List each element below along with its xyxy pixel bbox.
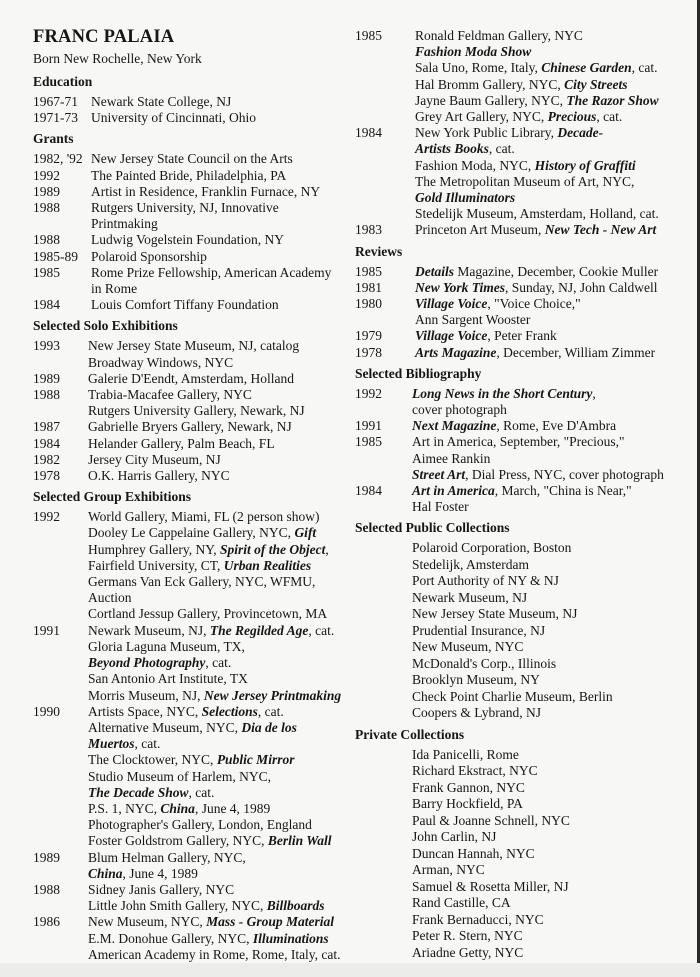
entry	[33, 151, 351, 167]
entry-text	[91, 232, 351, 248]
entry-line: Stedelijk, Amsterdam	[412, 556, 529, 572]
entry-line: Next Magazine, Rome, Eve D'Ambra	[412, 418, 617, 434]
entry-text	[412, 483, 685, 515]
section-heading: Selected Public Collections	[355, 520, 510, 536]
entry-year: 1987	[33, 419, 60, 435]
entry-text	[412, 418, 685, 434]
entry-line: Ann Sargent Wooster	[415, 312, 531, 328]
entry-line: Fairfield University, CT, Urban Realities	[88, 557, 312, 573]
entry-text	[415, 280, 685, 296]
entry-line: Arman, NYC	[412, 862, 485, 878]
scan-bottom-margin	[0, 963, 700, 977]
entry	[33, 249, 351, 265]
entry-year: 1988	[33, 387, 60, 403]
entry-line: Rutgers University, NJ, Innovative	[91, 200, 279, 216]
section-heading: Selected Solo Exhibitions	[33, 318, 178, 334]
entry-line: Newark Museum, NJ, The Regilded Age, cat.	[88, 622, 335, 638]
entry-year: 1978	[33, 468, 60, 484]
entry-line: Rome Prize Fellowship, American Academy	[91, 264, 332, 280]
entry-year: 1992	[33, 167, 60, 183]
entry-year: 1988	[33, 200, 60, 216]
entry-line: Village Voice, "Voice Choice,"	[415, 296, 581, 312]
section-private-collections	[355, 725, 685, 962]
section-selected-solo-exhibitions	[33, 316, 351, 484]
entry-line: Broadway Windows, NYC	[88, 354, 234, 370]
entry-year: 1979	[355, 328, 382, 344]
entry-line: Morris Museum, NJ, New Jersey Printmaking	[88, 687, 342, 703]
section-selected-bibliography	[355, 364, 685, 516]
entry	[33, 704, 351, 850]
entry-line: Hal Foster	[412, 499, 469, 515]
entry-line: Fashion Moda Show	[415, 44, 532, 60]
entry-text	[91, 249, 351, 265]
entry-line: Check Point Charlie Museum, Berlin	[412, 688, 613, 704]
entry-year: 1985	[355, 28, 382, 43]
entry-text	[88, 387, 351, 419]
entry-year: 1990	[33, 703, 60, 719]
entry-line: Duncan Hannah, NYC	[412, 845, 535, 861]
section-selected-group-exhibitions	[33, 487, 351, 963]
entry-line: New York Times, Sunday, NJ, John Caldwell	[415, 279, 658, 295]
entry	[355, 747, 685, 962]
entry-line: Sidney Janis Gallery, NYC	[88, 881, 235, 897]
entry-text	[91, 200, 351, 232]
artist-name: FRANC PALAIA	[33, 27, 175, 47]
entry-line: Little John Smith Gallery, NYC, Billboards	[88, 898, 325, 914]
entry	[355, 540, 685, 722]
entry-line: Peter R. Stern, NYC	[412, 928, 523, 944]
entry-text	[415, 125, 685, 222]
entry-year: 1967-71	[33, 94, 78, 109]
entry-text	[88, 436, 351, 452]
entry-year: 1985	[355, 263, 382, 279]
entry-text	[412, 540, 685, 722]
entry-line: Grey Art Gallery, NYC, Precious, cat.	[415, 109, 623, 125]
entry-line: Cortland Jessup Gallery, Provincetown, MA	[88, 606, 328, 622]
entry-year: 1984	[355, 125, 382, 141]
entry-line: Arts Magazine, December, William Zimmer	[415, 344, 656, 360]
entry-line: Village Voice, Peter Frank	[415, 328, 557, 344]
entry-line: The Painted Bride, Philadelphia, PA	[91, 167, 287, 183]
entry-text	[412, 386, 685, 418]
entry-text	[91, 184, 351, 200]
entry-line: New York Public Library, Decade-	[415, 125, 604, 141]
entry-line: cover photograph	[412, 402, 507, 418]
section-heading: Reviews	[355, 243, 403, 259]
entry-line: Beyond Photography, cat.	[88, 655, 232, 671]
entry-line: The Decade Show, cat.	[88, 784, 215, 800]
entry	[355, 386, 685, 418]
entry	[355, 345, 685, 361]
entry	[33, 436, 351, 452]
entry-year: 1991	[355, 418, 382, 434]
entry-line: Dooley Le Cappelaine Gallery, NYC, Gift	[88, 525, 317, 541]
entry	[33, 168, 351, 184]
entry-year: 1992	[33, 509, 60, 525]
entry-line: New Jersey State Museum, NJ	[412, 606, 578, 622]
entry	[355, 483, 685, 515]
entry-line: Muertos, cat.	[88, 736, 161, 752]
entry-text	[88, 468, 351, 484]
entry-text	[88, 371, 351, 387]
entry-line: University of Cincinnati, Ohio	[91, 110, 256, 126]
entry	[33, 338, 351, 370]
entry-line: Richard Ekstract, NYC	[412, 763, 538, 779]
entry-line: Coopers & Lybrand, NJ	[412, 705, 541, 721]
entry-line: Ida Panicelli, Rome	[412, 746, 519, 762]
entry-year: 1982	[33, 451, 60, 467]
entry	[355, 296, 685, 328]
left-column	[33, 26, 351, 963]
entry-line: Princeton Art Museum, New Tech - New Art	[415, 222, 657, 238]
entry-line: Ludwig Vogelstein Foundation, NY	[91, 232, 285, 248]
section-reviews	[355, 242, 685, 361]
entry-line: Foster Goldstrom Gallery, NYC, Berlin Wall	[88, 833, 332, 849]
entry	[33, 200, 351, 232]
entry-text	[88, 419, 351, 435]
entry-line: Ronald Feldman Gallery, NYC	[415, 28, 583, 43]
entry-year: 1989	[33, 183, 60, 199]
entry-year: 1989	[33, 370, 60, 386]
entry-year: 1980	[355, 296, 382, 312]
entry-line: Sala Uno, Rome, Italy, Chinese Garden, cat.	[415, 60, 658, 76]
entry-line: Frank Gannon, NYC	[412, 779, 525, 795]
entry-year: 1984	[33, 435, 60, 451]
entry-line: Artists Books, cat.	[415, 141, 515, 157]
entry-year: 1982, '92	[33, 151, 83, 167]
entry-line: Printmaking	[91, 216, 158, 232]
entry	[33, 419, 351, 435]
entry-year: 1989	[33, 849, 60, 865]
entry-line: Paul & Joanne Schnell, NYC	[412, 812, 570, 828]
entry-year: 1984	[355, 483, 382, 499]
entry-line: Artists Space, NYC, Selections, cat.	[88, 703, 284, 719]
entry-year: 1985	[33, 264, 60, 280]
entry-line: Aimee Rankin	[412, 450, 491, 466]
left-sections	[33, 72, 351, 963]
entry	[33, 882, 351, 914]
entry-line: Helander Gallery, Palm Beach, FL	[88, 435, 275, 451]
entry-year: 1988	[33, 232, 60, 248]
entry-text	[88, 338, 351, 370]
entry-line: Street Art, Dial Press, NYC, cover photograph	[412, 466, 664, 482]
entry-line: Blum Helman Gallery, NYC,	[88, 849, 246, 865]
entry-year: 1991	[33, 622, 60, 638]
entry	[33, 452, 351, 468]
entry-year: 1985	[355, 434, 382, 450]
entry-line: Alternative Museum, NYC, Dia de los	[88, 719, 297, 735]
entry-year: 1986	[33, 914, 60, 930]
entry-line: The Clocktower, NYC, Public Mirror	[88, 752, 295, 768]
entry-line: Prudential Insurance, NJ	[412, 622, 546, 638]
entry-line: Auction	[88, 590, 132, 606]
entry-text	[88, 623, 351, 704]
entry-line: Rutgers University Gallery, Newark, NJ	[88, 403, 305, 419]
entry-line: Fashion Moda, NYC, History of Graffiti	[415, 157, 636, 173]
entry-text	[88, 509, 351, 622]
entry-line: Studio Museum of Harlem, NYC,	[88, 768, 271, 784]
entry-line: Gloria Laguna Museum, TX,	[88, 638, 245, 654]
entry-year: 1981	[355, 279, 382, 295]
entry-year	[355, 747, 412, 962]
entry-text	[412, 434, 685, 483]
entry-text	[415, 296, 685, 328]
entry-line: Rand Castille, CA	[412, 895, 511, 911]
entry-text	[415, 345, 685, 361]
section-heading: Grants	[33, 131, 74, 147]
entry	[355, 328, 685, 344]
entry-line: Jersey City Museum, NJ	[88, 451, 221, 467]
entry-line: San Antonio Art Institute, TX	[88, 671, 248, 687]
entry-line: Jayne Baum Gallery, NYC, The Razor Show	[415, 92, 659, 108]
entry-line: Galerie D'Eendt, Amsterdam, Holland	[88, 370, 295, 386]
entry-line: Stedelijk Museum, Amsterdam, Holland, cat.	[415, 206, 659, 222]
entry-year: 1978	[355, 344, 382, 360]
section-heading: Selected Bibliography	[355, 365, 482, 381]
entry-line: in Rome	[91, 281, 138, 297]
section-selected-public-collections	[355, 518, 685, 722]
entry-line: American Academy in Rome, Rome, Italy, cat.	[88, 946, 341, 962]
entry-line: Frank Bernaducci, NYC	[412, 911, 544, 927]
birthplace: Born New Rochelle, New York	[33, 51, 202, 66]
entry-line: Humphrey Gallery, NY, Spirit of the Object,	[88, 541, 329, 557]
entry	[355, 28, 685, 125]
entry-line: New Jersey State Council on the Arts	[91, 151, 293, 167]
entry-line: Artist in Residence, Franklin Furnace, NY	[91, 183, 321, 199]
entry-line: Newark Museum, NJ	[412, 589, 528, 605]
entry	[33, 371, 351, 387]
entry-line: Port Authority of NY & NJ	[412, 573, 559, 589]
entry-line: P.S. 1, NYC, China, June 4, 1989	[88, 800, 271, 816]
entry	[33, 468, 351, 484]
entry-text	[415, 28, 685, 125]
entry-year: 1983	[355, 222, 382, 238]
entry-line: China, June 4, 1989	[88, 865, 198, 881]
entry	[355, 222, 685, 238]
entry-text	[88, 850, 351, 882]
entry-line: Hal Bromm Gallery, NYC, City Streets	[415, 76, 628, 92]
entry-year: 1971-73	[33, 110, 78, 126]
section-continued	[355, 28, 685, 239]
entry-line: Louis Comfort Tiffany Foundation	[91, 297, 279, 313]
entry	[355, 280, 685, 296]
entry-text	[88, 704, 351, 850]
entry-line: Ariadne Getty, NYC	[412, 944, 524, 960]
entry	[355, 264, 685, 280]
entry-year	[355, 540, 412, 722]
entry-line: O.K. Harris Gallery, NYC	[88, 468, 230, 484]
entry-line: Details Magazine, December, Cookie Muller	[415, 263, 659, 279]
entry-line: New Jersey State Museum, NJ, catalog	[88, 338, 300, 354]
entry-text	[91, 151, 351, 167]
entry-line: Art in America, September, "Precious,"	[412, 434, 625, 450]
entry-text	[88, 882, 351, 914]
entry	[33, 509, 351, 622]
entry-line: Photographer's Gallery, London, England	[88, 817, 312, 833]
entry	[33, 110, 351, 126]
entry	[33, 850, 351, 882]
entry	[33, 184, 351, 200]
entry-line: Barry Hockfield, PA	[412, 796, 523, 812]
entry-line: New Museum, NYC, Mass - Group Material	[88, 914, 335, 930]
section-heading: Private Collections	[355, 726, 465, 742]
entry-line: Trabia-Macafee Gallery, NYC	[88, 387, 252, 403]
entry-year: 1993	[33, 338, 60, 354]
entry	[355, 418, 685, 434]
entry-line: Polaroid Corporation, Boston	[412, 540, 572, 556]
entry-line: World Gallery, Miami, FL (2 person show)	[88, 509, 320, 525]
entry-line: Long News in the Short Century,	[412, 385, 596, 401]
entry	[355, 434, 685, 483]
entry-line: John Carlin, NJ	[412, 829, 497, 845]
entry-line: Polaroid Sponsorship	[91, 248, 207, 264]
entry	[33, 94, 351, 110]
entry-text	[88, 914, 351, 963]
entry-line: McDonald's Corp., Illinois	[412, 655, 557, 671]
entry-year: 1988	[33, 881, 60, 897]
entry-year: 1992	[355, 385, 382, 401]
entry-line: E.M. Donohue Gallery, NYC, Illuminations	[88, 930, 329, 946]
entry-line: Germans Van Eck Gallery, NYC, WFMU,	[88, 574, 316, 590]
right-column	[355, 26, 685, 961]
entry-line: New Museum, NYC	[412, 639, 524, 655]
right-sections	[355, 28, 685, 961]
entry	[355, 125, 685, 222]
entry-text	[415, 264, 685, 280]
entry	[33, 623, 351, 704]
entry-text	[91, 265, 351, 297]
entry-line: Brooklyn Museum, NY	[412, 672, 540, 688]
entry	[33, 387, 351, 419]
entry-line: The Metropolitan Museum of Art, NYC,	[415, 173, 635, 189]
entry-text	[91, 94, 351, 110]
entry	[33, 265, 351, 297]
entry-line: Newark State College, NJ	[91, 94, 232, 109]
section-grants	[33, 129, 351, 313]
entry-line: Gold Illuminators	[415, 190, 516, 206]
entry-text	[415, 328, 685, 344]
entry-line: Gabrielle Bryers Gallery, Newark, NJ	[88, 419, 292, 435]
entry-text	[415, 222, 685, 238]
entry	[33, 914, 351, 963]
entry	[33, 232, 351, 248]
entry-text	[88, 452, 351, 468]
entry-line: Samuel & Rosetta Miller, NJ	[412, 878, 569, 894]
entry-text	[412, 747, 685, 962]
section-heading: Selected Group Exhibitions	[33, 489, 192, 505]
entry-text	[91, 168, 351, 184]
entry-text	[91, 297, 351, 313]
entry-text	[91, 110, 351, 126]
entry-line: Art in America, March, "China is Near,"	[412, 483, 632, 499]
entry-year: 1985-89	[33, 248, 78, 264]
section-heading: Education	[33, 74, 93, 89]
entry-year: 1984	[33, 297, 60, 313]
section-education	[33, 72, 351, 126]
entry	[33, 297, 351, 313]
